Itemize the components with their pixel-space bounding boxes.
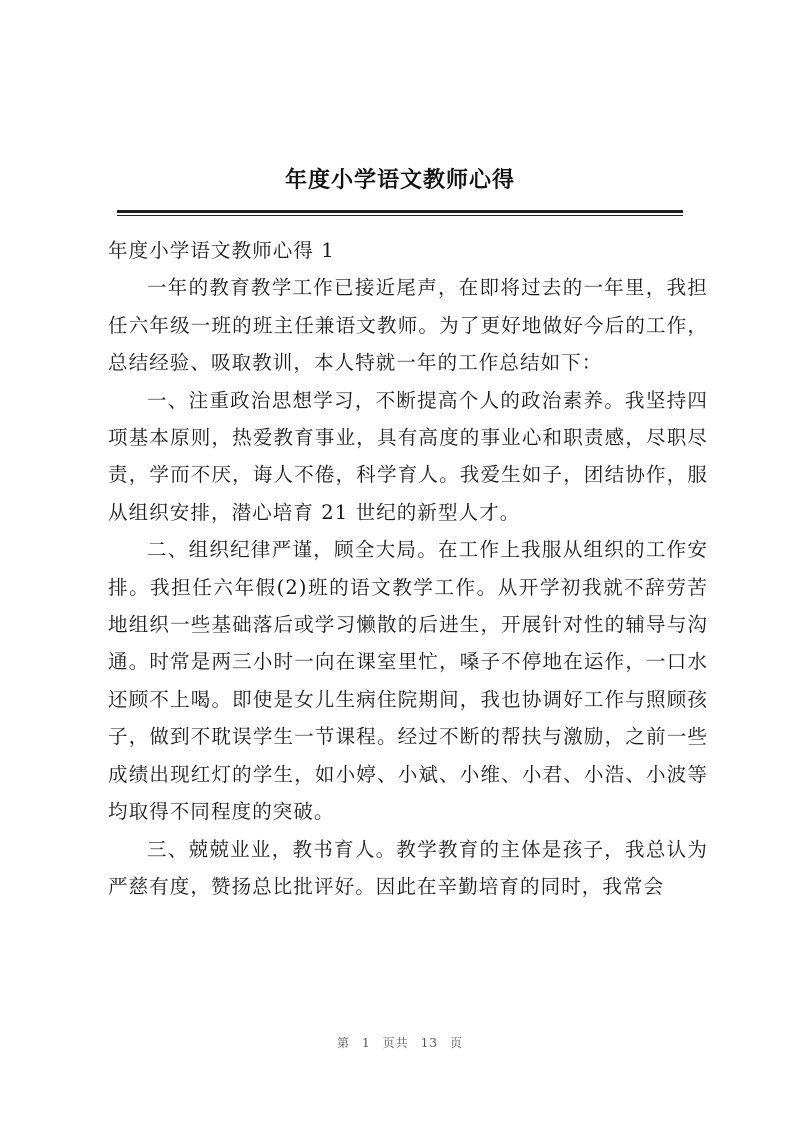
document-body [108,232,708,905]
footer-label-pages: 页 [449,1036,463,1050]
paragraph-point-one: 一、注重政治思想学习，不断提高个人的政治素养。我坚持四项基本原则，热爱教育事业，具有高度的事业心和职责感，尽职尽责，学而不厌，诲人不倦，科学育人。我爱生如子，团结协作，服从组织安排，潜心培育 21 世纪的新型人才。 [108,388,708,524]
footer-total-pages: 13 [420,1036,438,1050]
footer-current-page: 1 [362,1036,371,1050]
footer-label-of: 页共 [382,1036,409,1050]
section-heading: 年度小学语文教师心得 1 [108,239,335,262]
footer-label-page: 第 [337,1036,351,1050]
title-underline-thin [117,215,683,216]
paragraph-point-three: 三、兢兢业业，教书育人。教学教育的主体是孩子，我总认为严慈有度，赞扬总比批评好。因此在辛勤培育的同时，我常会 [108,837,708,898]
title-underline [117,210,683,213]
paragraph-point-two: 二、组织纪律严谨，顾全大局。在工作上我服从组织的工作安排。我担任六年假(2)班的语文教学工作。从开学初我就不辞劳苦地组织一些基础落后或学习懒散的后进生，开展针对性的辅导与沟通。时常是两三小时一向在课室里忙，嗓子不停地在运作，一口水还顾不上喝。即使是女儿生病住院期间，我也协调好工作与照顾孩子，做到不耽误学生一节课程。经过不断的帮扶与激励，之前一些成绩出现红灯的学生，如小婷、小斌、小维、小君、小浩、小波等均取得不同程度的突破。 [108,538,708,824]
document-title: 年度小学语文教师心得 [284,167,515,193]
page-footer [0,1034,800,1051]
paragraph-intro: 一年的教育教学工作已接近尾声，在即将过去的一年里，我担任六年级一班的班主任兼语文教师。为了更好地做好今后的工作，总结经验、吸取教训，本人特就一年的工作总结如下： [108,276,708,375]
